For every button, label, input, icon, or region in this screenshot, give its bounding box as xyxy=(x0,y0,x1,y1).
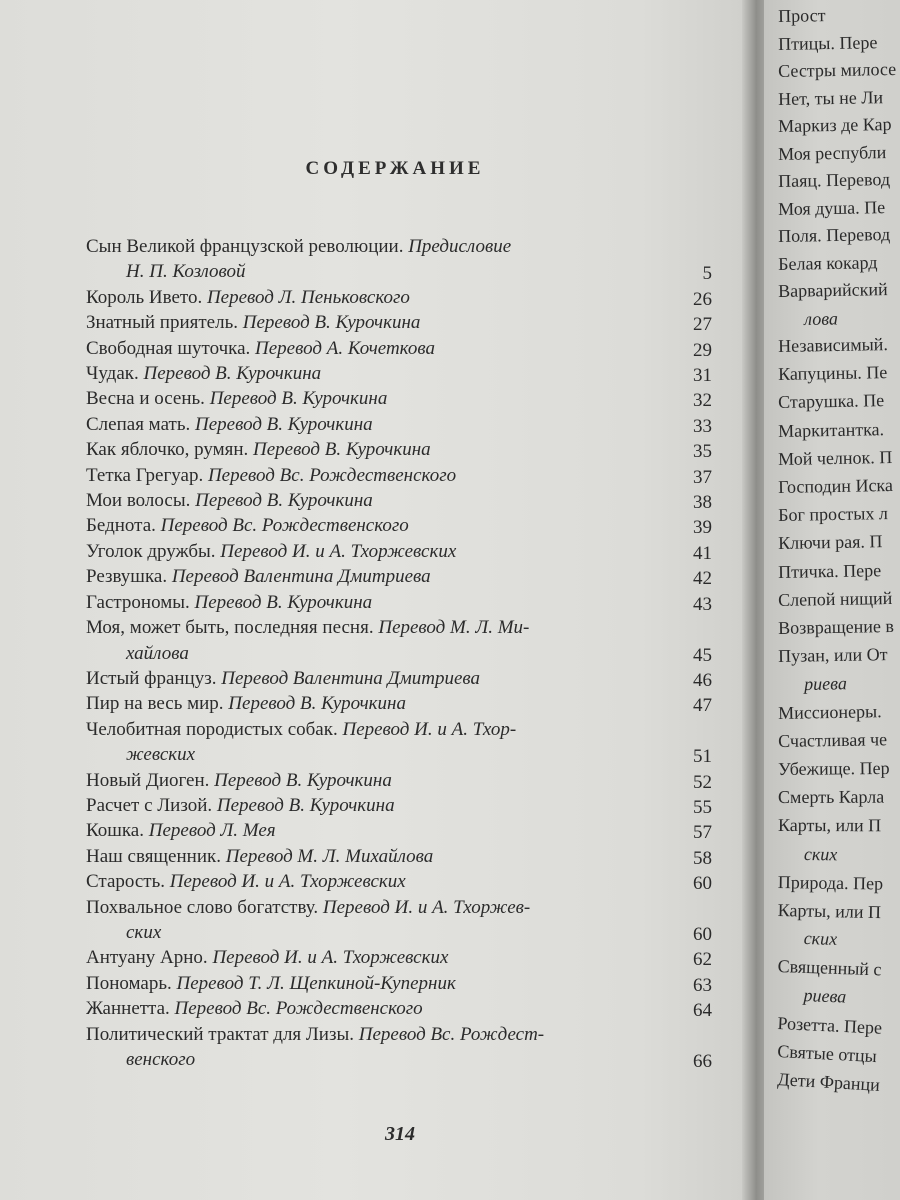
toc-entry-line xyxy=(86,336,746,361)
toc-entry-page: 47 xyxy=(693,695,712,717)
toc-entry xyxy=(86,768,746,793)
toc-entry-translator-cont: Н. П. Козловой xyxy=(126,261,246,283)
facing-page-line: Маркитантка. xyxy=(778,418,885,441)
toc-entry-title: Чудак. xyxy=(86,363,144,385)
toc-entry xyxy=(86,386,746,411)
toc-entry xyxy=(86,793,746,818)
facing-page-line: Прост xyxy=(778,5,826,26)
toc-entry-page: 37 xyxy=(693,466,712,488)
facing-page-line: Ключи рая. П xyxy=(778,531,883,554)
facing-page-line: Розетта. Пере xyxy=(777,1012,883,1038)
toc-entry-translator: Перевод Вс. Рождест- xyxy=(358,1023,545,1045)
toc-entry-title: Свободная шуточка. xyxy=(86,337,256,359)
facing-page-line: Священный с xyxy=(777,956,882,980)
toc-entry-page: 57 xyxy=(693,822,712,844)
facing-page-line: Бог простых л xyxy=(778,503,889,526)
toc-entry-line xyxy=(86,488,746,513)
toc-entry-title: Гастрономы. xyxy=(86,591,195,613)
toc-entry xyxy=(86,412,746,437)
toc-entry-translator-cont: ских xyxy=(126,921,162,943)
toc-entry xyxy=(86,869,746,894)
toc-entry-page: 45 xyxy=(693,644,712,666)
toc-entry-page: 38 xyxy=(693,492,712,514)
facing-page-line: Нет, ты не Ли xyxy=(778,86,884,109)
facing-page-line: Капуцины. Пе xyxy=(778,362,888,385)
toc-entry-page: 55 xyxy=(693,796,712,818)
toc-entry xyxy=(86,996,746,1021)
toc-entry-line xyxy=(86,793,746,818)
toc-entry-line xyxy=(86,666,746,691)
toc-entry-title: Пономарь. xyxy=(86,972,177,994)
toc-entry-translator: Перевод Валентина Дмитриева xyxy=(221,667,481,689)
toc-entry xyxy=(86,234,746,285)
toc-entry-page: 52 xyxy=(693,771,712,793)
toc-entry-title: Король Ивето. xyxy=(86,286,207,308)
toc-entry-line xyxy=(86,717,746,742)
toc-entry-title: Беднота. xyxy=(86,515,161,537)
toc-entry-title: Челобитная породистых собак. xyxy=(86,718,343,740)
toc-entry-page: 26 xyxy=(693,288,712,310)
facing-page-line: Пузан, или От xyxy=(778,644,888,667)
toc-entry-title: Новый Диоген. xyxy=(86,769,215,791)
toc-entry-page: 51 xyxy=(693,746,712,768)
toc-entry xyxy=(86,285,746,310)
facing-page-line: Природа. Пер xyxy=(777,871,884,894)
facing-page-line: Старушка. Пе xyxy=(778,390,885,413)
toc-entry-line xyxy=(86,895,746,920)
toc-entry-title: Сын Великой французской революции. xyxy=(86,236,409,257)
toc-entry-title: Похвальное слово богатству. xyxy=(86,896,323,918)
toc-entry-page: 66 xyxy=(693,1051,712,1072)
toc-entry-translator-cont: хайлова xyxy=(126,642,189,664)
toc-entry-line xyxy=(86,564,746,589)
facing-page-line: Сестры милосе xyxy=(778,58,897,81)
facing-page-line: Моя республи xyxy=(778,141,887,164)
toc-entry-title: Старость. xyxy=(86,871,170,893)
facing-page-line: риева xyxy=(804,673,848,695)
toc-entry-line xyxy=(86,539,746,564)
toc-entry-page: 64 xyxy=(693,1000,712,1022)
toc-entry-line xyxy=(86,1022,746,1047)
toc-entry-page: 35 xyxy=(693,441,712,463)
toc-entry-title: Антуану Арно. xyxy=(86,947,213,969)
toc-entry-translator: Перевод В. Курочкина xyxy=(216,794,395,816)
toc-entry-line xyxy=(86,386,746,411)
toc-entry-line xyxy=(86,818,746,843)
toc-entry-line xyxy=(86,768,746,793)
toc-entry-title: Истый француз. xyxy=(86,667,222,689)
toc-entry-translator: Перевод В. Курочкина xyxy=(253,439,431,461)
toc-entry-translator: Перевод В. Курочкина xyxy=(194,413,373,435)
toc-entry-line xyxy=(86,590,746,615)
page-title: СОДЕРЖАНИЕ xyxy=(305,158,485,179)
facing-page-line: риева xyxy=(803,984,847,1007)
facing-page-line: Святые отцы xyxy=(776,1041,878,1067)
toc-entry-translator: Перевод Вс. Рождественского xyxy=(207,464,457,486)
toc-entry-title: Политический трактат для Лизы. xyxy=(86,1023,359,1045)
facing-page-line: Возвращение в xyxy=(778,615,895,638)
toc-entry xyxy=(86,310,746,335)
toc-entry-translator: Перевод Т. Л. Щепкиной-Куперник xyxy=(176,972,456,994)
toc-entry-title: Расчет с Лизой. xyxy=(86,794,217,816)
facing-page-line: Счастливая че xyxy=(778,729,888,751)
toc-entry xyxy=(86,818,746,843)
toc-entry-title: Кошка. xyxy=(86,820,149,842)
toc-entry-page: 41 xyxy=(693,542,712,564)
facing-page-line: Миссионеры. xyxy=(778,700,882,723)
toc-entry-title: Резвушка. xyxy=(86,566,172,588)
toc-entry-translator: Перевод Вс. Рождественского xyxy=(174,998,423,1020)
toc-entry-title: Тетка Грегуар. xyxy=(86,464,208,486)
facing-page-line: Мой челнок. П xyxy=(778,446,893,469)
toc-entry-translator: Перевод М. Л. Михайлова xyxy=(225,845,434,867)
toc-entry-line xyxy=(86,412,746,437)
toc-entry-line xyxy=(86,234,746,259)
toc-entry xyxy=(86,945,746,970)
toc-entry xyxy=(86,895,746,946)
toc-entry-page: 31 xyxy=(693,365,712,387)
toc-entry-title: Мои волосы. xyxy=(86,490,196,512)
toc-entry-page: 60 xyxy=(693,873,712,895)
toc-entry-page: 62 xyxy=(693,949,712,971)
toc-entry-line xyxy=(86,310,746,335)
facing-page-line: Слепой нищий xyxy=(778,587,893,610)
toc-entry-title: Слепая мать. xyxy=(86,413,195,435)
toc-entry-page: 43 xyxy=(693,593,712,615)
toc-entry-line xyxy=(86,285,746,310)
toc-entry-title: Жаннетта. xyxy=(86,998,175,1020)
facing-page-line: Маркиз де Кар xyxy=(778,114,892,136)
facing-page-line: Варварийский xyxy=(778,279,888,301)
toc-entry-title: Пир на весь мир. xyxy=(86,693,229,715)
toc-entry-translator: Перевод В. Курочкина xyxy=(214,769,392,791)
toc-entry-page: 58 xyxy=(693,847,712,869)
facing-page-line: Моя душа. Пе xyxy=(778,196,886,219)
facing-page-line: Карты, или П xyxy=(777,815,882,836)
toc-entry-title: Наш священник. xyxy=(86,845,226,867)
toc-entry-translator: Перевод В. Курочкина xyxy=(209,388,388,410)
toc-entry xyxy=(86,590,746,615)
facing-page-line: ских xyxy=(803,843,838,864)
facing-page-line: Смерть Карла xyxy=(778,786,885,808)
toc-entry-translator: Перевод И. и А. Тхоржевских xyxy=(212,947,449,969)
toc-entry-line xyxy=(86,361,746,386)
toc-entry-page: 39 xyxy=(693,517,712,539)
toc-entry-translator: Перевод Л. Мея xyxy=(148,820,276,842)
toc-entry xyxy=(86,361,746,386)
toc-entry xyxy=(86,463,746,488)
toc-entry-translator: Перевод И. и А. Тхоржев- xyxy=(322,896,531,918)
toc-entry xyxy=(86,539,746,564)
toc-entry-title: Моя, может быть, последняя песня. xyxy=(86,617,379,639)
facing-page-line: Белая кокард xyxy=(778,251,878,274)
toc-entry-translator-cont: венского xyxy=(126,1049,196,1070)
toc-entry-translator: Перевод Л. Пеньковского xyxy=(206,286,410,308)
facing-page-line: ских xyxy=(803,928,838,950)
toc-entry-page: 46 xyxy=(693,669,712,691)
facing-page-line: Независимый. xyxy=(778,334,889,356)
toc-entry-translator-cont: жевских xyxy=(126,744,196,766)
toc-entry-translator: Перевод Валентина Дмитриева xyxy=(171,566,431,588)
toc-entry-page: 63 xyxy=(693,974,712,996)
facing-page-line: Дети Франци xyxy=(776,1069,881,1096)
toc-entry xyxy=(86,437,746,462)
facing-page-line: Паяц. Перевод xyxy=(778,169,891,191)
facing-page-line: Карты, или П xyxy=(777,900,882,923)
toc-entry xyxy=(86,844,746,869)
toc-entry-translator: Перевод И. и А. Тхоржевских xyxy=(169,871,406,893)
toc-entry-translator: Предисловие xyxy=(408,236,512,257)
toc-entry-translator: Перевод Вс. Рождественского xyxy=(160,515,409,537)
facing-page xyxy=(764,0,900,1200)
toc-entry-page: 29 xyxy=(693,339,712,361)
toc-entry-title: Как яблочко, румян. xyxy=(86,439,254,461)
toc-entry xyxy=(86,513,746,538)
toc-entry-translator: Перевод В. Курочкина xyxy=(242,312,421,334)
toc-entry xyxy=(86,666,746,691)
toc-entry-translator: Перевод М. Л. Ми- xyxy=(378,617,530,639)
facing-page-line: Птичка. Пере xyxy=(778,559,882,582)
toc-entry-line xyxy=(86,463,746,488)
toc-list xyxy=(86,234,746,1072)
facing-page-line: Убежище. Пер xyxy=(778,757,890,779)
toc-entry xyxy=(86,691,746,716)
facing-page-line: лова xyxy=(804,307,839,329)
toc-entry-line xyxy=(86,869,746,894)
toc-entry-translator: Перевод В. Курочкина xyxy=(228,693,406,715)
toc-entry-translator: Перевод В. Курочкина xyxy=(195,490,373,512)
toc-entry-translator: Перевод А. Кочеткова xyxy=(255,337,435,359)
toc-entry-translator: Перевод И. и А. Тхор- xyxy=(342,718,517,740)
toc-entry xyxy=(86,564,746,589)
toc-entry xyxy=(86,971,746,996)
toc-entry-page: 42 xyxy=(693,568,712,590)
toc-entry-line xyxy=(86,691,746,716)
page-number: 314 xyxy=(385,1123,415,1145)
toc-entry-line xyxy=(86,437,746,462)
toc-entry-line xyxy=(86,615,746,640)
toc-entry-page: 60 xyxy=(693,923,712,945)
toc-entry-line xyxy=(86,513,746,538)
toc-entry xyxy=(86,336,746,361)
toc-entry-line xyxy=(86,971,746,996)
toc-entry-page: 32 xyxy=(693,390,712,412)
toc-entry-page: 33 xyxy=(693,415,712,437)
toc-entry-title: Знатный приятель. xyxy=(86,312,243,334)
toc-entry-line xyxy=(86,996,746,1021)
toc-entry xyxy=(86,717,746,768)
toc-entry-translator: Перевод В. Курочкина xyxy=(194,591,373,613)
toc-entry-page: 5 xyxy=(702,263,712,285)
toc-entry-translator: Перевод И. и А. Тхоржевских xyxy=(220,540,457,562)
toc-entry-translator: Перевод В. Курочкина xyxy=(143,363,322,385)
toc-entry-line xyxy=(86,945,746,970)
facing-page-line: Птицы. Пере xyxy=(778,31,878,54)
toc-entry xyxy=(86,1022,746,1073)
toc-entry xyxy=(86,488,746,513)
facing-page-line: Господин Иска xyxy=(778,474,894,497)
toc-entry-page: 27 xyxy=(693,314,712,336)
toc-entry-line xyxy=(86,844,746,869)
toc-entry-title: Уголок дружбы. xyxy=(86,540,221,562)
toc-entry xyxy=(86,615,746,666)
toc-entry-title: Весна и осень. xyxy=(86,388,210,410)
facing-page-line: Поля. Перевод xyxy=(778,224,891,246)
